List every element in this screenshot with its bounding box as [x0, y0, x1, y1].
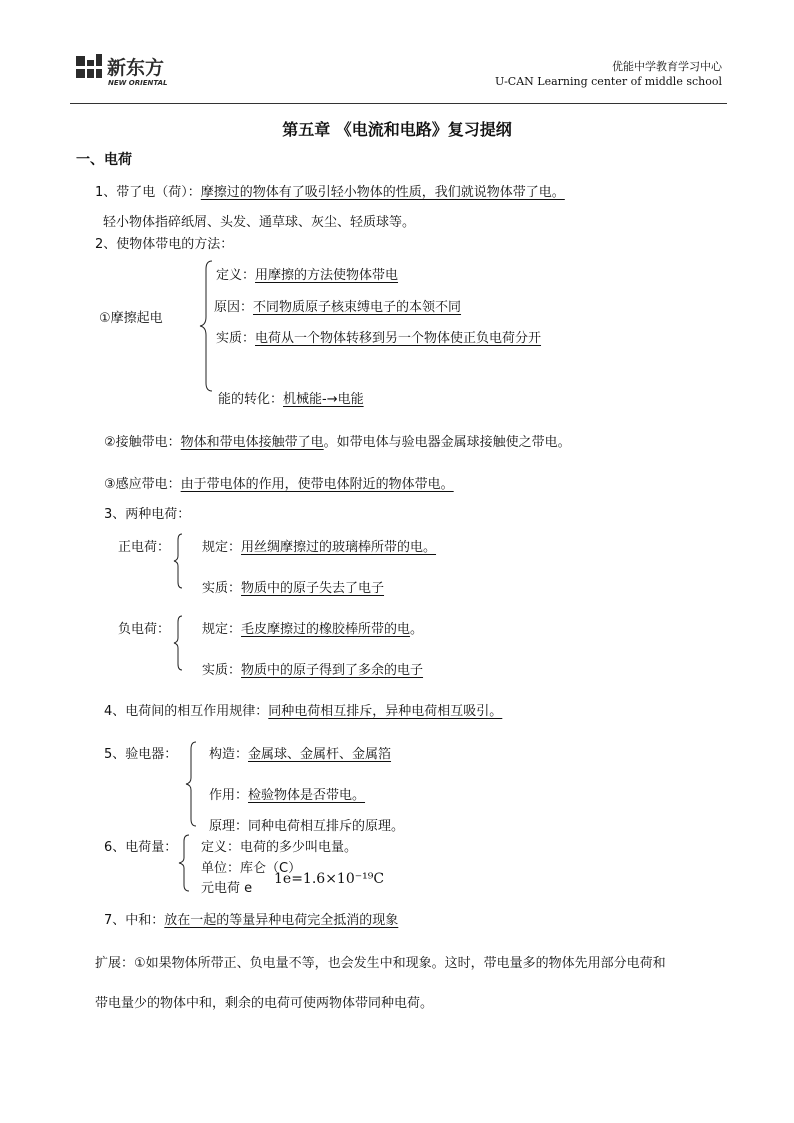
item-1-definition: 摩擦过的物体有了吸引轻小物体的性质，我们就说物体带了电。 — [200, 185, 565, 200]
section-heading: 一、电荷 — [76, 152, 132, 168]
svg-text:新东方: 新东方 — [107, 57, 165, 79]
positive-essence: 实质：物质中的原子失去了电子 — [202, 581, 385, 596]
friction-energy: 能的转化：机械能-→电能 — [218, 392, 364, 407]
electroscope-principle: 原理：同种电荷相互排斥的原理。 — [209, 819, 405, 834]
item-7: 7、中和：放在一起的等量异种电荷完全抵消的现象 — [104, 913, 399, 928]
quantity-definition: 定义：电荷的多少叫电量。 — [201, 840, 358, 855]
quantity-label: 6、电荷量： — [104, 840, 178, 855]
negative-rule: 规定：毛皮摩擦过的橡胶棒所带的电。 — [202, 622, 424, 637]
elementary-charge-label: 元电荷 e — [201, 881, 253, 896]
item-1-label: 1、带了电（荷）： — [95, 185, 201, 200]
friction-label: ①摩擦起电 — [99, 311, 163, 326]
friction-cause: 原因：不同物质原子核束缚电子的本领不同 — [214, 300, 462, 315]
brace-friction — [198, 259, 214, 393]
electroscope-label: 5、验电器： — [104, 747, 178, 762]
header-divider — [70, 103, 727, 104]
extension-line-2: 带电量少的物体中和，剩余的电荷可使两物体带同种电荷。 — [95, 996, 434, 1011]
brace-electroscope — [184, 740, 198, 828]
item-1-note: 轻小物体指碎纸屑、头发、通草球、灰尘、轻质球等。 — [103, 215, 416, 230]
brace-quantity — [177, 833, 191, 893]
page-title: 第五章 《电流和电路》复习提纲 — [282, 120, 512, 139]
item-4: 4、电荷间的相互作用规律：同种电荷相互排斥，异种电荷相互吸引。 — [104, 704, 503, 719]
new-oriental-logo — [74, 52, 184, 88]
induction-charging: ③感应带电：由于带电体的作用，使带电体附近的物体带电。 — [104, 477, 454, 492]
org-name-cn: 优能中学教育学习中心 — [612, 60, 722, 73]
extension-line-1: 扩展：①如果物体所带正、负电量不等，也会发生中和现象。这时，带电量多的物体先用部分电荷和 — [95, 956, 666, 971]
friction-essence: 实质：电荷从一个物体转移到另一个物体使正负电荷分开 — [216, 331, 542, 346]
electroscope-use: 作用：检验物体是否带电。 — [209, 788, 366, 803]
negative-essence: 实质：物质中的原子得到了多余的电子 — [202, 663, 424, 678]
electroscope-structure: 构造：金属球、金属杆、金属箔 — [209, 747, 392, 762]
svg-text:NEW ORIENTAL: NEW ORIENTAL — [108, 79, 168, 87]
item-3: 3、两种电荷： — [104, 507, 191, 522]
org-name-en: U-CAN Learning center of middle school — [495, 75, 722, 88]
brace-positive — [172, 532, 184, 590]
friction-definition: 定义：用摩擦的方法使物体带电 — [216, 268, 399, 283]
quantity-unit: 单位：库仑（C） — [201, 861, 302, 876]
negative-charge-label: 负电荷： — [118, 622, 171, 637]
contact-charging: ②接触带电：物体和带电体接触带了电。如带电体与验电器金属球接触使之带电。 — [104, 435, 571, 450]
item-1 — [95, 181, 565, 200]
elementary-charge-value: 1e=1.6×10⁻¹⁹C — [274, 871, 385, 887]
positive-rule: 规定：用丝绸摩擦过的玻璃棒所带的电。 — [202, 540, 437, 555]
positive-charge-label: 正电荷： — [118, 540, 171, 555]
brace-negative — [172, 614, 184, 672]
item-2: 2、使物体带电的方法： — [95, 237, 234, 252]
